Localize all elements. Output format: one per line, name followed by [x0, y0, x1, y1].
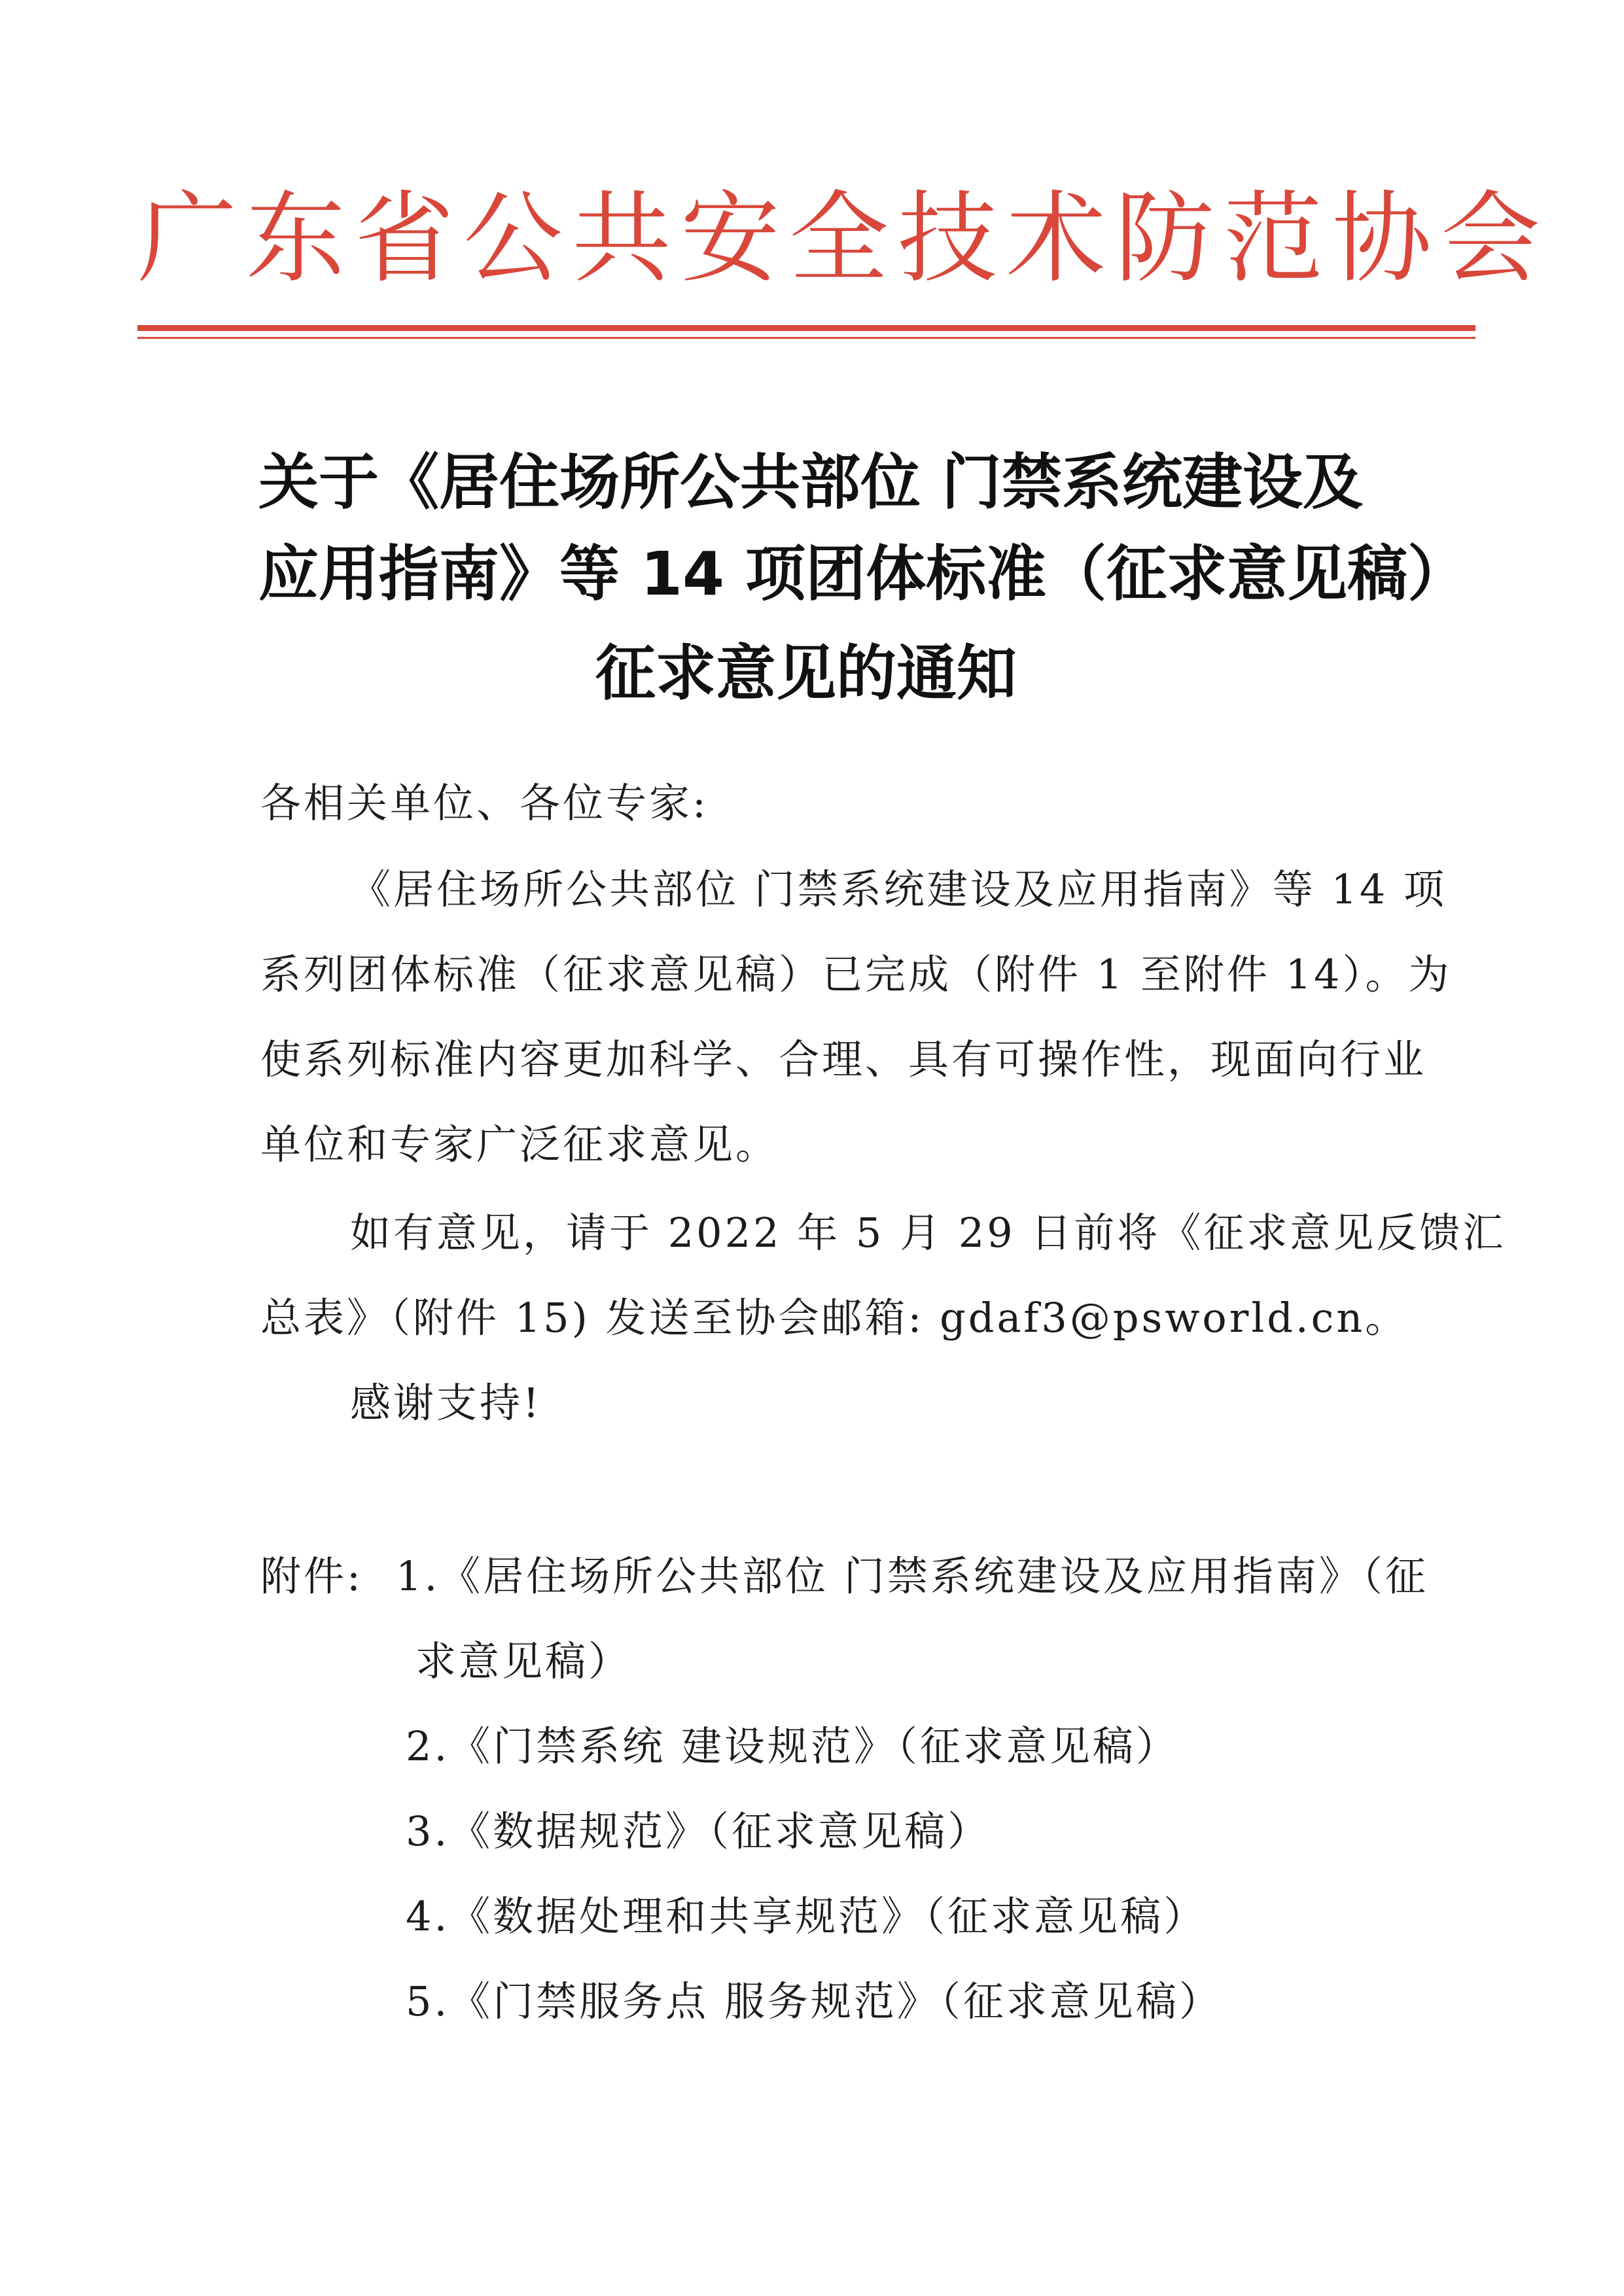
attachments-label: 附件: [260, 1552, 363, 1600]
paragraph-1-line-3: 使系列标准内容更加科学、合理、具有可操作性，现面向行业 [260, 1035, 1427, 1083]
thanks-line: 感谢支持! [350, 1379, 542, 1427]
paragraph-2-line-1: 如有意见，请于 2022 年 5 月 29 日前将《征求意见反馈汇 [350, 1209, 1506, 1257]
paragraph-2-line-2: 总表》（附件 15) 发送至协会邮箱: gdaf3@psworld.cn。 [260, 1294, 1409, 1342]
attachment-item-3: 3.《数据规范》（征求意见稿） [406, 1807, 991, 1855]
attachment-item-4: 4.《数据处理和共享规范》（征求意见稿） [406, 1892, 1207, 1940]
attachment-item-1-continued: 求意见稿） [415, 1637, 632, 1685]
paragraph-1-line-1: 《居住场所公共部位 门禁系统建设及应用指南》等 14 项 [350, 865, 1447, 913]
attachment-item-2: 2.《门禁系统 建设规范》（征求意见稿） [406, 1722, 1179, 1770]
paragraph-1-line-4: 单位和专家广泛征求意见。 [260, 1121, 779, 1168]
notice-title-line-2: 应用指南》等 14 项团体标准（征求意见稿） [258, 539, 1468, 609]
salutation: 各相关单位、各位专家: [260, 779, 709, 827]
attachment-item-1: 1.《居住场所公共部位 门禁系统建设及应用指南》（征 [396, 1552, 1428, 1600]
letterhead-rule-thick [137, 325, 1475, 331]
letterhead-org-name: 广东省公共安全技术防范协会 [137, 181, 1549, 296]
paragraph-1-line-2: 系列团体标准（征求意见稿）已完成（附件 1 至附件 14）。为 [260, 950, 1452, 998]
attachment-item-5: 5.《门禁服务点 服务规范》（征求意见稿） [406, 1977, 1222, 2025]
notice-title-line-3: 征求意见的通知 [595, 638, 1017, 708]
letterhead-rule-thin [137, 337, 1475, 339]
notice-title-line-1: 关于《居住场所公共部位 门禁系统建设及 [258, 447, 1364, 517]
